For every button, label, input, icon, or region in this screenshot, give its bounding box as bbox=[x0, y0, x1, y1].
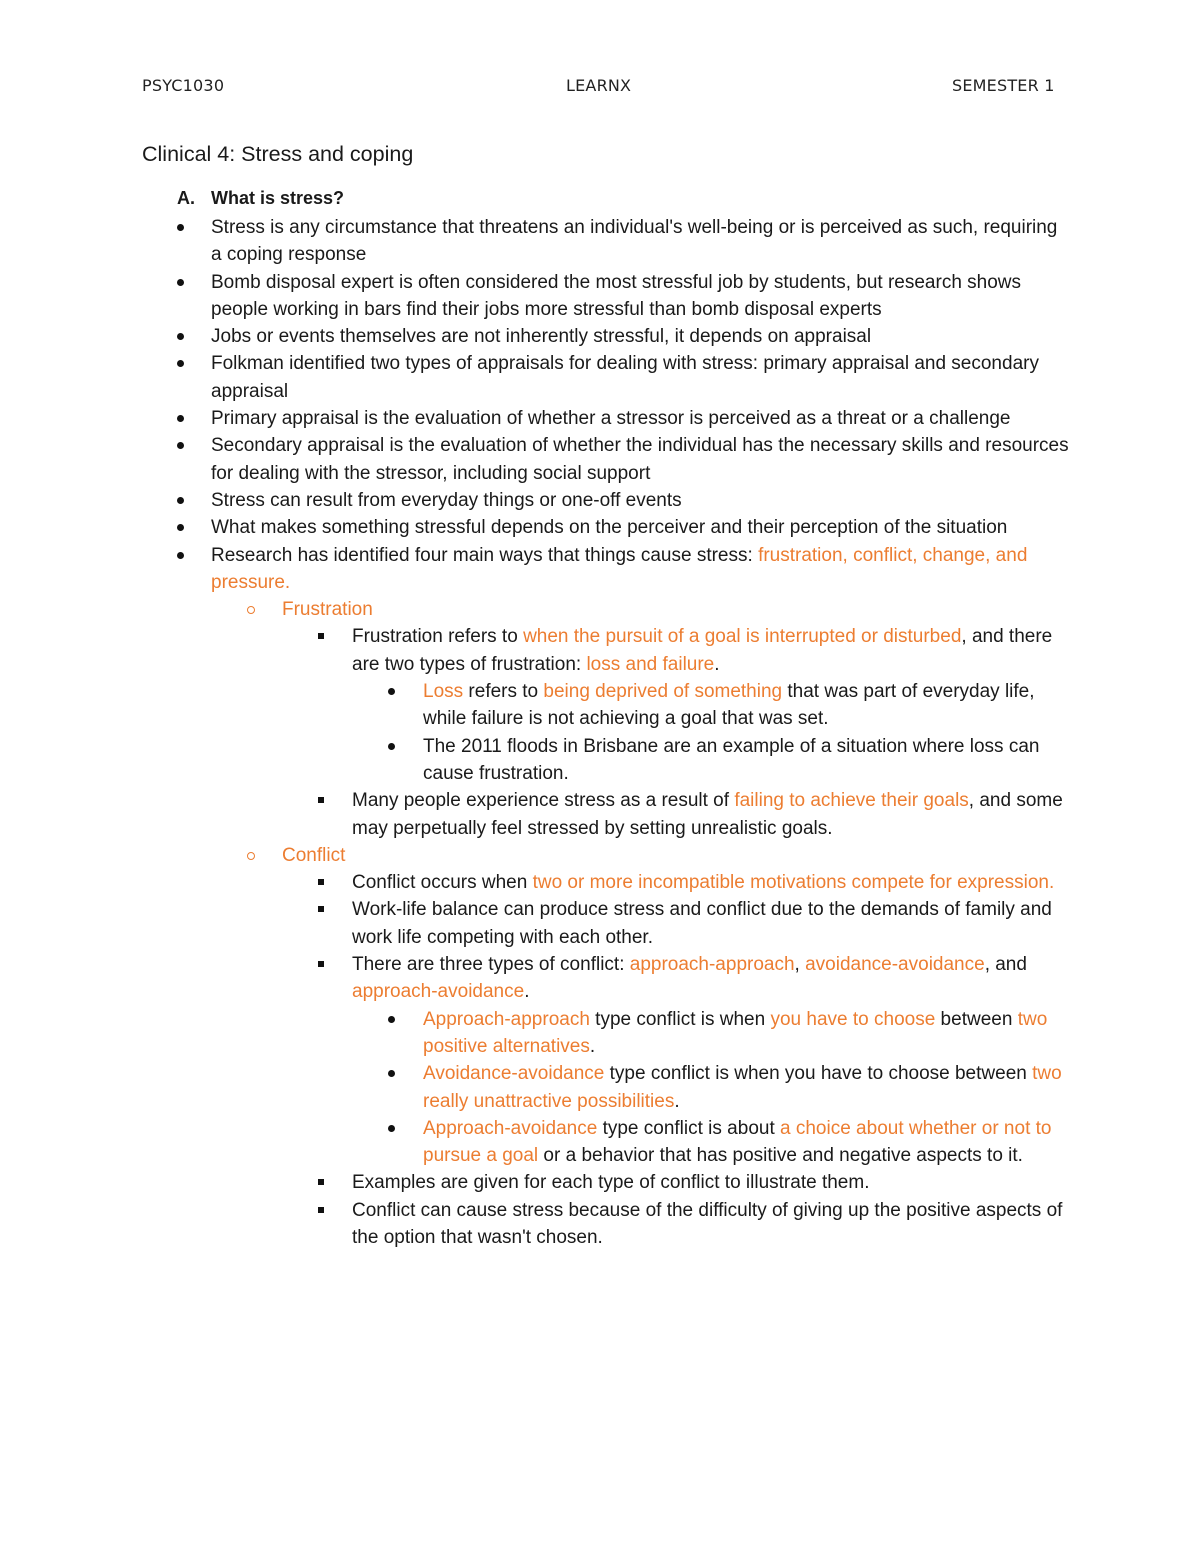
bullet-icon bbox=[176, 405, 186, 422]
highlighted-text: two positive alternatives bbox=[423, 1008, 1048, 1057]
list-item-level-1 bbox=[0, 542, 1071, 597]
text-run: that was part of everyday life, while failure is not achieving a goal that was set. bbox=[423, 681, 1035, 730]
bullet-icon bbox=[176, 514, 186, 531]
text-run: . bbox=[674, 1090, 680, 1112]
text-run: Primary appraisal is the evaluation of whether a stressor is perceived as a threat or a challenge bbox=[211, 408, 1011, 430]
highlighted-text: avoidance-avoidance bbox=[805, 954, 985, 976]
text-run: . bbox=[524, 981, 530, 1003]
bullet-icon bbox=[387, 1115, 397, 1132]
text-run: Research has identified four main ways that things cause stress: bbox=[211, 544, 759, 566]
list-item-level-1 bbox=[0, 323, 1071, 350]
text-run: There are three types of conflict: bbox=[352, 954, 630, 976]
square-bullet-icon bbox=[318, 787, 328, 803]
text-run: What makes something stressful depends on the perceiver and their perception of the situation bbox=[211, 517, 1008, 539]
highlighted-text: being deprived of something bbox=[543, 681, 783, 703]
highlighted-text: Loss bbox=[423, 681, 464, 703]
page-title: Clinical 4: Stress and coping bbox=[142, 142, 414, 166]
bullet-icon bbox=[176, 432, 186, 449]
section-title: What is stress? bbox=[211, 188, 345, 208]
text-run: type conflict is when you have to choose between bbox=[604, 1063, 1033, 1085]
highlighted-text: when the pursuit of a goal is interrupted or disturbed bbox=[523, 626, 962, 648]
text-run: Many people experience stress as a result of bbox=[352, 790, 735, 812]
text-run: . bbox=[589, 1035, 596, 1057]
list-item-level-4 bbox=[0, 1060, 1071, 1115]
list-item-level-1 bbox=[0, 269, 1071, 324]
bullet-icon bbox=[176, 323, 186, 340]
square-bullet-icon bbox=[318, 951, 328, 967]
highlighted-text: failing to achieve their goals bbox=[734, 790, 969, 812]
square-bullet-icon bbox=[318, 623, 328, 639]
text-run: , and there are two types of frustration: bbox=[352, 626, 1053, 675]
square-bullet-icon bbox=[318, 869, 328, 885]
text-run: , and bbox=[984, 954, 1027, 976]
header-semester: SEMESTER 1 bbox=[952, 76, 1055, 95]
list-item-level-4 bbox=[0, 733, 1071, 788]
text-run: Work-life balance can produce stress and conflict due to the demands of family and work life competing with each other. bbox=[352, 899, 1052, 948]
highlighted-text: approach-approach bbox=[629, 954, 795, 976]
list-item-level-1 bbox=[0, 405, 1071, 432]
text-run: Examples are given for each type of conflict to illustrate them. bbox=[352, 1172, 870, 1194]
circle-bullet-icon bbox=[247, 598, 259, 614]
square-bullet-icon bbox=[318, 896, 328, 912]
bullet-icon bbox=[387, 678, 397, 695]
list-item-level-2 bbox=[0, 842, 1071, 869]
list-item-level-3 bbox=[0, 951, 1071, 1006]
list-item-level-1 bbox=[0, 487, 1071, 514]
text-run: between bbox=[935, 1008, 1018, 1030]
highlighted-text: frustration, conflict, change, and pressure. bbox=[211, 544, 1028, 593]
text-run: type conflict is when bbox=[589, 1008, 771, 1030]
text-run: Jobs or events themselves are not inherently stressful, it depends on appraisal bbox=[211, 326, 872, 348]
highlighted-text: a choice about whether or not to pursue a goal bbox=[423, 1117, 1052, 1167]
text-run: Stress can result from everyday things or one-off events bbox=[211, 489, 682, 511]
bullet-icon bbox=[176, 487, 186, 504]
text-run: The 2011 floods in Brisbane are an example of a situation where loss can cause frustration. bbox=[423, 735, 1040, 784]
text-run: Conflict occurs when bbox=[352, 872, 533, 894]
list-item-level-1 bbox=[0, 432, 1071, 487]
text-run: Secondary appraisal is the evaluation of whether the individual has the necessary skills and resources for dealing with the stressor, including social support bbox=[211, 435, 1069, 484]
list-item-level-4 bbox=[0, 678, 1071, 733]
list-item-level-1 bbox=[0, 214, 1071, 269]
list-item-level-2 bbox=[0, 596, 1071, 623]
list-item-level-1 bbox=[0, 350, 1071, 405]
highlighted-text: Approach-avoidance bbox=[423, 1117, 598, 1139]
text-run: Stress is any circumstance that threatens an individual's well-being or is perceived as such, requiring a coping response bbox=[211, 217, 1058, 266]
highlighted-text: two or more incompatible motivations compete for expression. bbox=[532, 872, 1055, 894]
list-item-level-4 bbox=[0, 1006, 1071, 1061]
bullet-icon bbox=[176, 269, 186, 286]
highlighted-text: approach-avoidance bbox=[352, 981, 525, 1003]
text-run: Frustration refers to bbox=[352, 626, 524, 648]
text-run: , and some may perpetually feel stressed by setting unrealistic goals. bbox=[352, 790, 1063, 839]
square-bullet-icon bbox=[318, 1197, 328, 1213]
highlighted-text: you have to choose bbox=[770, 1008, 936, 1030]
list-item-level-3 bbox=[0, 896, 1071, 951]
highlighted-text: Avoidance-avoidance bbox=[423, 1063, 605, 1085]
highlighted-text: Conflict bbox=[282, 844, 346, 866]
highlighted-text: Frustration bbox=[282, 599, 373, 621]
bullet-icon bbox=[176, 542, 186, 559]
list-item-level-3 bbox=[0, 869, 1071, 896]
highlighted-text: Approach-approach bbox=[423, 1008, 590, 1030]
text-run: Conflict can cause stress because of the difficulty of giving up the positive aspects of the option that wasn't chosen. bbox=[352, 1199, 1063, 1248]
text-run: or a behavior that has positive and negative aspects to it. bbox=[538, 1145, 1023, 1167]
text-run: refers to bbox=[463, 681, 544, 703]
square-bullet-icon bbox=[318, 1169, 328, 1185]
notes-list bbox=[0, 214, 1200, 1251]
text-run: Folkman identified two types of appraisals for dealing with stress: primary appraisal and secondary appraisal bbox=[211, 353, 1039, 402]
header-platform: LEARNX bbox=[566, 76, 632, 95]
header-course-code: PSYC1030 bbox=[142, 76, 225, 95]
text-run: , bbox=[794, 954, 806, 976]
list-item-level-3 bbox=[0, 1169, 1071, 1196]
highlighted-text: loss and failure bbox=[586, 653, 715, 675]
circle-bullet-icon bbox=[247, 844, 259, 860]
bullet-icon bbox=[387, 733, 397, 750]
list-item-level-3 bbox=[0, 787, 1071, 842]
list-item-level-3 bbox=[0, 1197, 1071, 1252]
highlighted-text: two really unattractive possibilities bbox=[423, 1063, 1062, 1112]
bullet-icon bbox=[387, 1060, 397, 1077]
text-run: . bbox=[714, 653, 720, 675]
bullet-icon bbox=[176, 350, 186, 367]
list-item-level-1 bbox=[0, 514, 1071, 541]
list-item-level-4 bbox=[0, 1115, 1071, 1170]
list-item-level-3 bbox=[0, 623, 1071, 678]
section-letter: A. bbox=[177, 188, 195, 208]
text-run: type conflict is about bbox=[597, 1117, 781, 1139]
bullet-icon bbox=[387, 1006, 397, 1023]
bullet-icon bbox=[176, 214, 186, 231]
text-run: Bomb disposal expert is often considered the most stressful job by students, but research shows people working in bars find their jobs more stressful than bomb disposal experts bbox=[211, 271, 1022, 320]
